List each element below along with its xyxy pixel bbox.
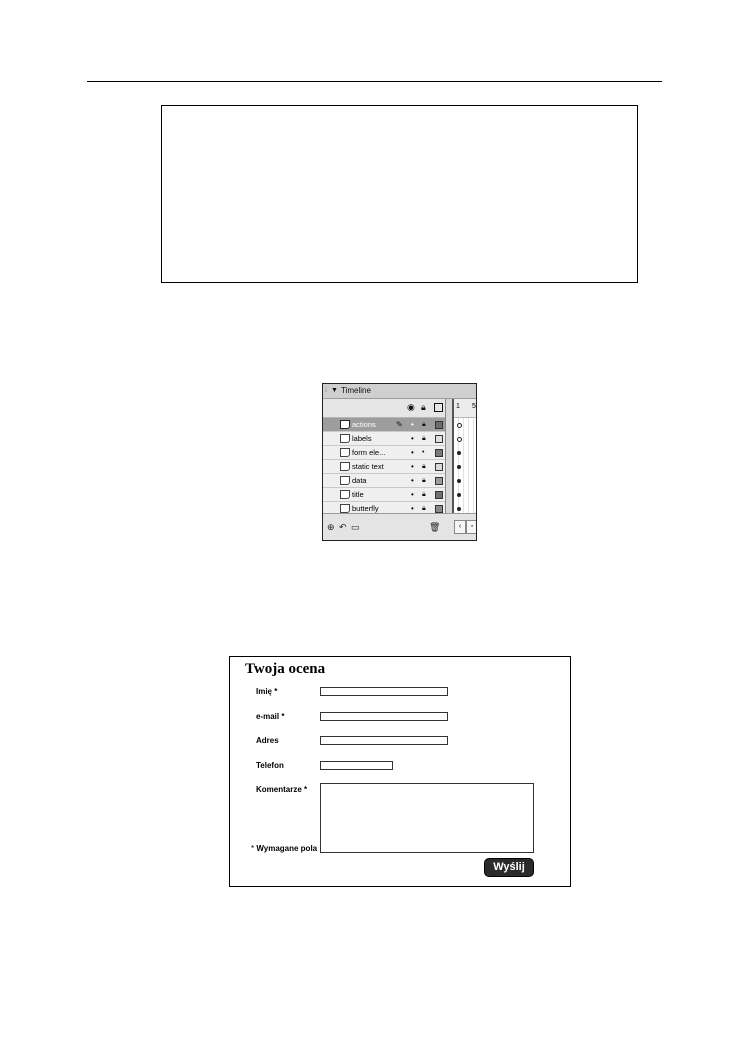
outline-color-swatch[interactable] <box>435 491 443 499</box>
layer-type-icon <box>340 476 350 485</box>
outline-color-swatch[interactable] <box>435 463 443 471</box>
scroll-left-icon[interactable]: ‹ <box>454 520 466 534</box>
comments-textarea[interactable] <box>320 783 534 853</box>
required-note-text: Wymagane pola <box>256 844 318 853</box>
frame-area[interactable] <box>454 399 477 513</box>
visibility-dot[interactable]: • <box>411 434 414 443</box>
pencil-icon[interactable]: ✎ <box>396 420 403 429</box>
keyframe-marker[interactable] <box>457 493 461 497</box>
frame-number-1: 1 <box>456 403 460 410</box>
layer-type-icon <box>340 504 350 513</box>
keyframe-marker[interactable] <box>457 479 461 483</box>
lock-icon[interactable]: 🔒︎ <box>422 463 426 470</box>
address-label: Adres <box>256 736 279 745</box>
visibility-dot[interactable]: • <box>411 490 414 499</box>
lock-icon[interactable]: 🔒︎ <box>422 477 426 484</box>
lock-icon[interactable]: 🔒︎ <box>422 421 426 428</box>
layer-type-icon <box>340 448 350 457</box>
layer-type-icon <box>340 462 350 471</box>
layer-row[interactable] <box>323 474 445 488</box>
frame-number-5: 5 <box>472 403 476 410</box>
lock-icon[interactable]: 🔒︎ <box>422 491 426 498</box>
add-guide-icon[interactable]: ↶ <box>339 522 347 532</box>
outline-color-swatch[interactable] <box>435 449 443 457</box>
required-note <box>251 844 317 853</box>
rating-form <box>229 656 571 887</box>
lock-dot[interactable]: • <box>422 449 425 456</box>
required-mark: * <box>251 844 255 853</box>
phone-input[interactable] <box>320 761 393 770</box>
layer-type-icon <box>340 434 350 443</box>
phone-label: Telefon <box>256 761 284 770</box>
outline-color-swatch[interactable] <box>435 435 443 443</box>
grip-icon[interactable]: ⁞ <box>325 387 327 394</box>
layer-name: butterfly <box>352 504 379 513</box>
outline-color-swatch[interactable] <box>435 477 443 485</box>
timeline-title: Timeline <box>341 386 371 395</box>
layer-row[interactable] <box>323 418 445 432</box>
visibility-dot[interactable]: • <box>411 420 414 429</box>
collapse-arrow-icon[interactable]: ▼ <box>331 387 338 394</box>
add-layer-icon[interactable]: ⊕ <box>327 522 335 532</box>
lock-icon[interactable]: 🔒︎ <box>422 505 426 512</box>
timeline-footer <box>323 513 476 541</box>
layer-row[interactable] <box>323 432 445 446</box>
layer-name: actions <box>352 420 376 429</box>
layer-type-icon <box>340 420 350 429</box>
keyframe-marker[interactable] <box>457 465 461 469</box>
comments-label: Komentarze * <box>256 785 308 794</box>
submit-button[interactable]: Wyślij <box>484 858 534 877</box>
visibility-dot[interactable]: • <box>411 504 414 513</box>
layer-name: form ele... <box>352 448 386 457</box>
keyframe-marker[interactable] <box>457 437 462 442</box>
layer-type-icon <box>340 490 350 499</box>
outline-icon[interactable] <box>434 403 443 412</box>
layer-list <box>323 418 445 516</box>
visibility-dot[interactable]: • <box>411 476 414 485</box>
layer-header <box>323 399 445 418</box>
timeline-panel <box>322 383 477 541</box>
name-input[interactable] <box>320 687 448 696</box>
layer-row[interactable] <box>323 488 445 502</box>
timeline-titlebar[interactable] <box>323 384 476 399</box>
lock-icon[interactable]: 🔒︎ <box>421 402 426 412</box>
trash-icon[interactable]: 🗑︎ <box>429 522 441 532</box>
keyframe-marker[interactable] <box>457 507 461 511</box>
visibility-dot[interactable]: • <box>411 448 414 457</box>
keyframe-marker[interactable] <box>457 423 462 428</box>
email-input[interactable] <box>320 712 448 721</box>
frame-ruler[interactable] <box>454 399 477 418</box>
form-title: Twoja ocena <box>245 661 326 677</box>
layer-name: title <box>352 490 364 499</box>
lock-icon[interactable]: 🔒︎ <box>422 435 426 442</box>
visibility-dot[interactable]: • <box>411 462 414 471</box>
layer-row[interactable] <box>323 446 445 460</box>
layer-name: data <box>352 476 367 485</box>
eye-icon[interactable]: ◉ <box>407 402 415 412</box>
layer-name: labels <box>352 434 372 443</box>
layer-row[interactable] <box>323 460 445 474</box>
email-label: e-mail * <box>256 712 285 721</box>
code-listing-box <box>161 105 638 283</box>
layer-name: static text <box>352 462 384 471</box>
header-rule <box>87 81 662 82</box>
add-folder-icon[interactable]: ▭ <box>351 522 360 532</box>
outline-color-swatch[interactable] <box>435 505 443 513</box>
name-label: Imię * <box>256 687 278 696</box>
outline-color-swatch[interactable] <box>435 421 443 429</box>
center-frame-icon[interactable]: ▫ <box>466 520 477 534</box>
keyframe-marker[interactable] <box>457 451 461 455</box>
address-input[interactable] <box>320 736 448 745</box>
